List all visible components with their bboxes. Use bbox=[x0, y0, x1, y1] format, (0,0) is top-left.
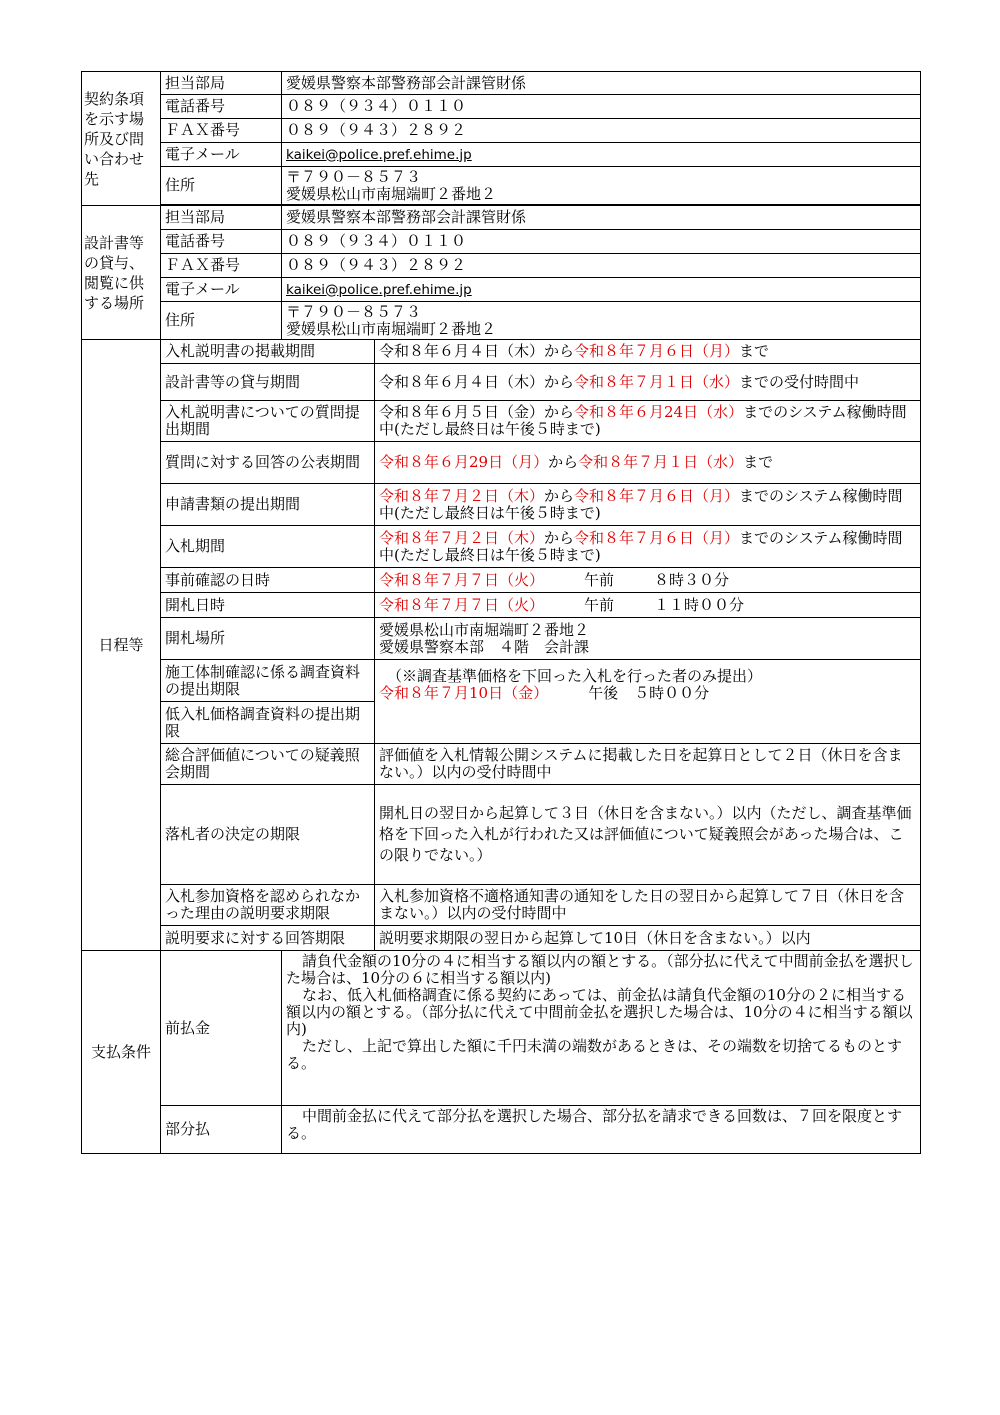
schedule-row-value: 令和８年７月７日（火） 午前 １１時００分 bbox=[375, 593, 921, 618]
schedule-row-value: 開札日の翌日から起算して３日（休日を含まない。）以内（ただし、調査基準価格を下回った入札が行われた又は評価値について疑義照会があった場合は、この限りでない。） bbox=[375, 785, 921, 885]
contact-fax: ０８９（９４３）２８９２ bbox=[282, 119, 921, 143]
schedule-row-label: 施工体制確認に係る調査資料の提出期限 bbox=[161, 660, 375, 702]
schedule-row-label: 開札場所 bbox=[161, 618, 375, 660]
schedule-row-label: 入札説明書の掲載期間 bbox=[161, 340, 375, 364]
contact-tel-label: 電話番号 bbox=[161, 95, 282, 119]
contact-email-label: 電子メール bbox=[161, 143, 282, 167]
design-address: 愛媛県松山市南堀端町２番地２ bbox=[286, 319, 497, 338]
schedule-section-label: 日程等 bbox=[82, 340, 161, 951]
notice-table bbox=[81, 71, 921, 1154]
contact-section-label: 契約条項を示す場所及び問い合わせ先 bbox=[82, 72, 161, 206]
schedule-row-value: 令和８年７月２日（木）から令和８年７月６日（月）までのシステム稼働時間中(ただし最終日は午後５時まで) bbox=[375, 526, 921, 568]
payment-advance-label: 前払金 bbox=[161, 951, 282, 1106]
schedule-row-value: 評価値を入札情報公開システムに掲載した日を起算日として２日（休日を含まない。）以内の受付時間中 bbox=[375, 744, 921, 785]
design-fax-label: ＦＡＸ番号 bbox=[161, 254, 282, 278]
schedule-row-value: 令和８年６月４日（木）から令和８年７月６日（月）まで bbox=[375, 340, 921, 364]
schedule-row-label: 申請書類の提出期間 bbox=[161, 484, 375, 526]
schedule-row-label: 入札参加資格を認められなかった理由の説明要求期限 bbox=[161, 885, 375, 926]
schedule-row-value: 令和８年６月５日（金）から令和８年６月24日（水）までのシステム稼働時間中(ただし最終日は午後５時まで) bbox=[375, 401, 921, 442]
schedule-row-label: 事前確認の日時 bbox=[161, 568, 375, 593]
schedule-row-value: 令和８年７月２日（木）から令和８年７月６日（月）までのシステム稼働時間中(ただし最終日は午後５時まで) bbox=[375, 484, 921, 526]
design-email-link[interactable]: kaikei@police.pref.ehime.jp bbox=[286, 281, 472, 298]
schedule-row-label: 説明要求に対する回答期限 bbox=[161, 926, 375, 951]
schedule-row-label: 設計書等の貸与期間 bbox=[161, 364, 375, 401]
payment-advance-text: 請負代金額の10分の４に相当する額以内の額とする。（部分払に代えて中間前金払を選択した場合は、10分の６に相当する額以内) なお、低入札価格調査に係る契約にあっては、前金払は請負代金額の10分の２に相当する額以内の額とする。（部分払に代えて中間前金払を選択した場合は、10分の４に相当する額以内) ただし、上記で算出した額に千円未満の端数があるときは、その端数を切捨てるものとする。 bbox=[282, 951, 921, 1106]
contact-dept-label: 担当部局 bbox=[161, 72, 282, 95]
design-fax: ０８９（９４３）２８９２ bbox=[282, 254, 921, 278]
design-postal: 〒７９０－８５７３ bbox=[286, 302, 422, 321]
payment-section-label: 支払条件 bbox=[82, 951, 161, 1154]
contact-email-link[interactable]: kaikei@police.pref.ehime.jp bbox=[286, 146, 472, 163]
contact-postal: 〒７９０－８５７３ bbox=[286, 167, 422, 186]
design-email-label: 電子メール bbox=[161, 278, 282, 302]
payment-partial-label: 部分払 bbox=[161, 1106, 282, 1154]
schedule-row-label: 質問に対する回答の公表期間 bbox=[161, 442, 375, 484]
schedule-row-label: 開札日時 bbox=[161, 593, 375, 618]
design-tel-label: 電話番号 bbox=[161, 230, 282, 254]
schedule-row-value: 令和８年６月４日（木）から令和８年７月１日（水）までの受付時間中 bbox=[375, 364, 921, 401]
contact-tel: ０８９（９３４）０１１０ bbox=[282, 95, 921, 119]
schedule-row-label: 入札説明書についての質問提出期間 bbox=[161, 401, 375, 442]
schedule-row-label: 入札期間 bbox=[161, 526, 375, 568]
design-address-label: 住所 bbox=[161, 302, 282, 340]
payment-partial-text: 中間前金払に代えて部分払を選択した場合、部分払を請求できる回数は、７回を限度とする。 bbox=[282, 1106, 921, 1154]
schedule-row-label: 総合評価値についての疑義照会期間 bbox=[161, 744, 375, 785]
contact-address: 愛媛県松山市南堀端町２番地２ bbox=[286, 184, 497, 203]
schedule-row-value: 令和８年６月29日（月）から令和８年７月１日（水）まで bbox=[375, 442, 921, 484]
schedule-row-label: 低入札価格調査資料の提出期限 bbox=[161, 702, 375, 744]
design-dept-label: 担当部局 bbox=[161, 206, 282, 230]
design-dept: 愛媛県警察本部警務部会計課管財係 bbox=[282, 206, 921, 230]
schedule-row-label: 落札者の決定の期限 bbox=[161, 785, 375, 885]
schedule-row-value: 愛媛県松山市南堀端町２番地２ 愛媛県警察本部 ４階 会計課 bbox=[375, 618, 921, 660]
contact-dept: 愛媛県警察本部警務部会計課管財係 bbox=[282, 72, 921, 95]
contact-fax-label: ＦＡＸ番号 bbox=[161, 119, 282, 143]
design-section-label: 設計書等の貸与、閲覧に供する場所 bbox=[82, 206, 161, 340]
contact-address-label: 住所 bbox=[161, 167, 282, 205]
schedule-row-value: （※調査基準価格を下回った入札を行った者のみ提出） 令和８年７月10日（金） 午後 ５時００分 bbox=[375, 660, 921, 744]
schedule-row-value: 説明要求期限の翌日から起算して10日（休日を含まない。）以内 bbox=[375, 926, 921, 951]
schedule-row-value: 令和８年７月７日（火） 午前 ８時３０分 bbox=[375, 568, 921, 593]
design-tel: ０８９（９３４）０１１０ bbox=[282, 230, 921, 254]
schedule-row-value: 入札参加資格不適格通知書の通知をした日の翌日から起算して７日（休日を含まない。）以内の受付時間中 bbox=[375, 885, 921, 926]
